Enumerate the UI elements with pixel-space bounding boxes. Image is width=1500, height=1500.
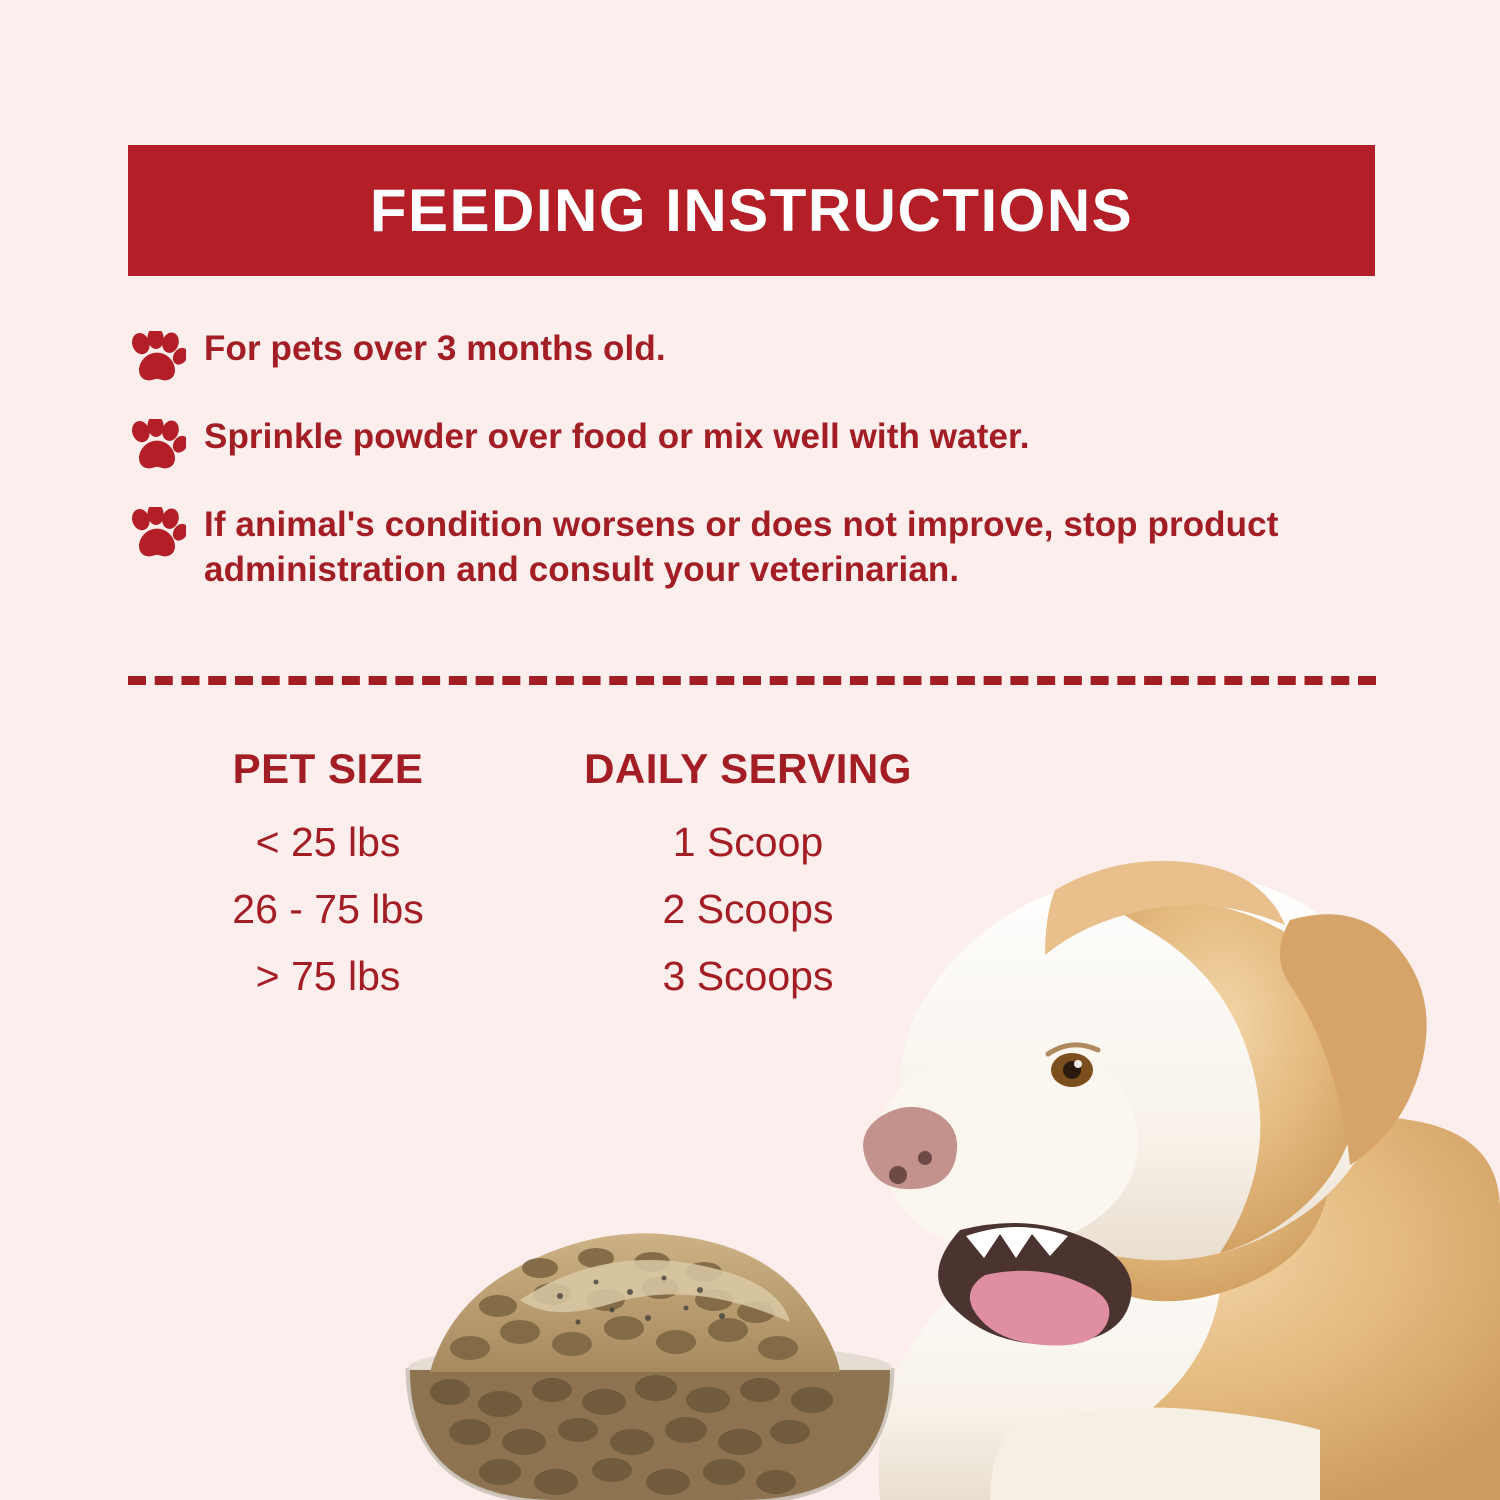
cell-pet-size: > 75 lbs	[255, 953, 401, 999]
table-row	[128, 886, 988, 933]
dog-food-bowl-photo	[400, 1233, 900, 1500]
cell-daily-serving: 2 Scoops	[662, 886, 834, 932]
table-row	[128, 953, 988, 1000]
list-item	[128, 501, 1388, 593]
paw-icon	[128, 331, 186, 385]
table-header-row	[128, 745, 988, 793]
page-title: FEEDING INSTRUCTIONS	[369, 176, 1134, 244]
list-item	[128, 413, 1388, 473]
cell-daily-serving: 1 Scoop	[672, 819, 824, 865]
list-item	[128, 325, 1388, 385]
list-item-label: Sprinkle powder over food or mix well with water.	[204, 417, 1030, 456]
list-item-label: If animal's condition worsens or does not improve, stop product administration and consult your veterinarian.	[204, 505, 1279, 589]
list-item-label: For pets over 3 months old.	[204, 329, 666, 368]
paw-icon	[128, 419, 186, 473]
cell-daily-serving: 3 Scoops	[662, 953, 834, 999]
header-banner	[128, 145, 1375, 276]
paw-icon	[128, 507, 186, 561]
table-row	[128, 819, 988, 866]
column-header-daily-serving: DAILY SERVING	[584, 745, 912, 792]
column-header-pet-size: PET SIZE	[232, 745, 424, 792]
dosage-table	[128, 745, 988, 1020]
instructions-list	[128, 325, 1388, 621]
cell-pet-size: < 25 lbs	[255, 819, 401, 865]
cell-pet-size: 26 - 75 lbs	[232, 886, 424, 932]
dashed-divider	[128, 676, 1376, 685]
